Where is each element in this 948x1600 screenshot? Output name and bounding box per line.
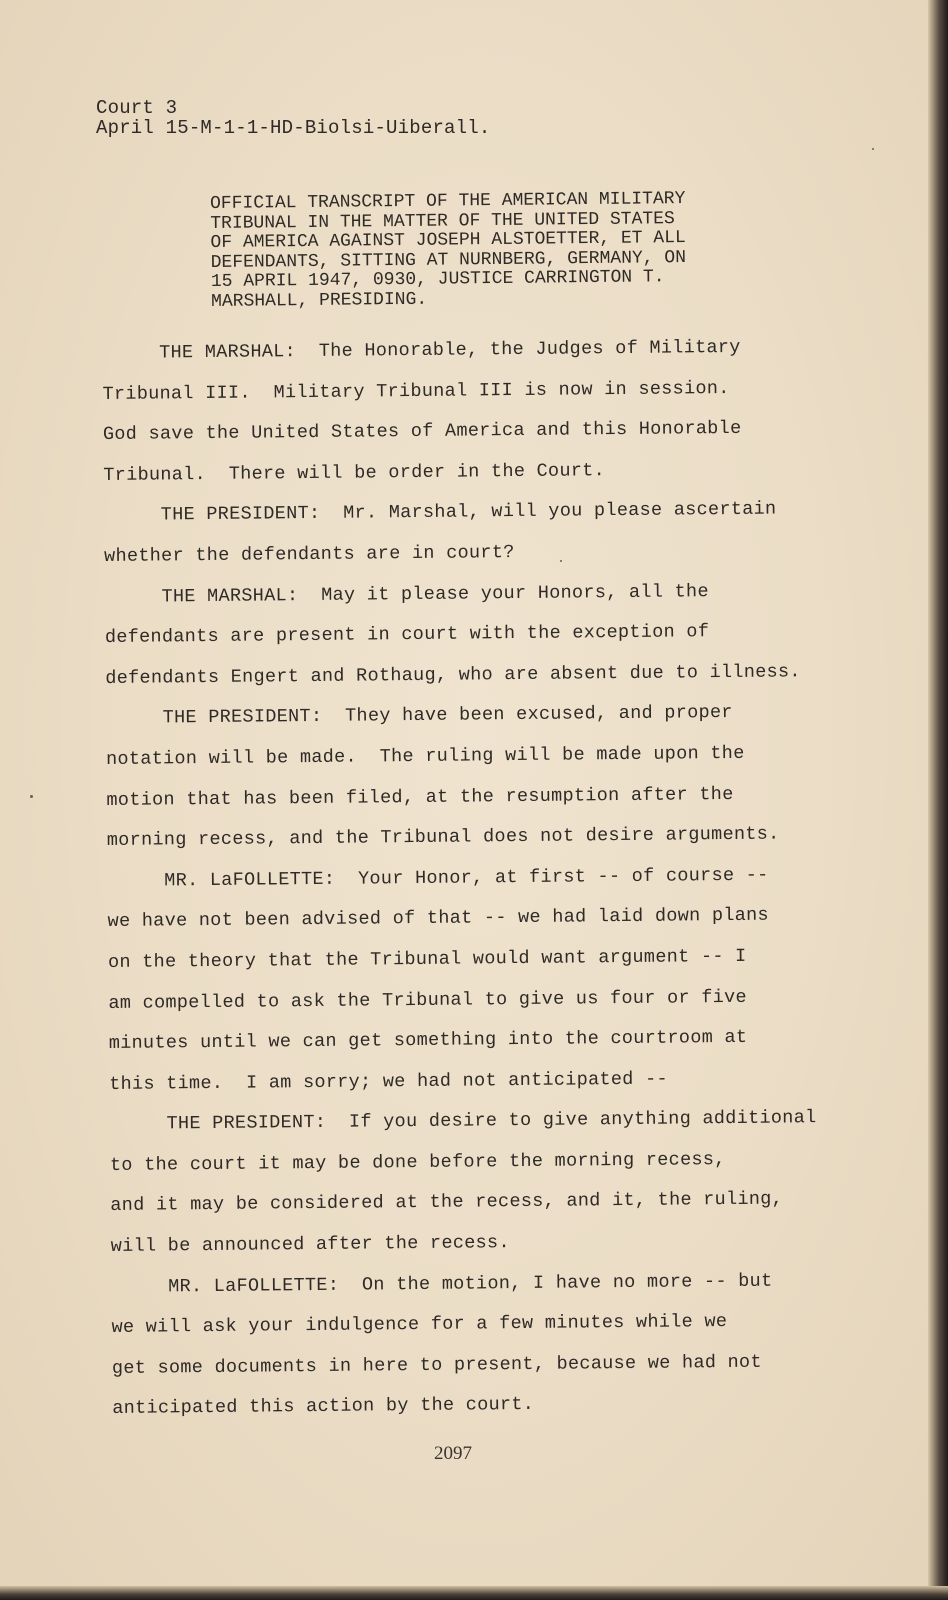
transcript-line: notation will be made. The ruling will be made upon the xyxy=(105,742,745,770)
transcript-line: THE PRESIDENT: They have been excused, and proper xyxy=(105,702,733,730)
court-label: Court 3 xyxy=(96,97,178,119)
title-line: OF AMERICA AGAINST JOSEPH ALSTOETTER, ET ALL xyxy=(210,228,686,253)
transcript-line: motion that has been filed, at the resumption after the xyxy=(106,783,734,811)
title-line: TRIBUNAL IN THE MATTER OF THE UNITED STATES xyxy=(210,208,675,234)
transcript-line: MR. LaFOLLETTE: On the motion, I have no more -- but xyxy=(111,1270,773,1298)
title-line: 15 APRIL 1947, 0930, JUSTICE CARRINGTON T. xyxy=(210,267,665,292)
transcript-line: will be announced after the recess. xyxy=(110,1232,510,1258)
transcript-line: THE PRESIDENT: If you desire to give anything additional xyxy=(109,1107,817,1136)
transcript-line: we will ask your indulgence for a few minutes while we xyxy=(111,1311,728,1339)
transcript-line: THE MARSHAL: The Honorable, the Judges of Military xyxy=(102,336,741,364)
page-edge-shadow xyxy=(928,0,948,1600)
transcript-line: defendants Engert and Rothaug, who are absent due to illness. xyxy=(105,661,801,689)
transcript-line: am compelled to ask the Tribunal to give us four or five xyxy=(108,986,748,1014)
transcript-line: get some documents in here to present, because we had not xyxy=(111,1351,762,1379)
title-line: OFFICIAL TRANSCRIPT OF THE AMERICAN MILITARY xyxy=(209,189,686,214)
page-number: 2097 xyxy=(434,1443,472,1464)
transcript-line: minutes until we can get something into the courtroom at xyxy=(108,1026,748,1055)
transcript-line: this time. I am sorry; we had not anticipated -- xyxy=(109,1068,668,1095)
title-line: MARSHALL, PRESIDING. xyxy=(211,289,428,312)
transcript-line: we have not been advised of that -- we had laid down plans xyxy=(107,904,770,933)
paper-speck xyxy=(560,560,562,562)
paper-speck xyxy=(30,795,33,798)
transcript-line: THE MARSHAL: May it please your Honors, all the xyxy=(104,580,709,608)
transcript-body xyxy=(102,327,872,1430)
title-line: DEFENDANTS, SITTING AT NURNBERG, GERMANY, ON xyxy=(210,247,687,273)
transcript-line: whether the defendants are in court? xyxy=(104,542,515,567)
transcript-line: Tribunal. There will be order in the Court. xyxy=(103,459,606,486)
transcript-line: to the court it may be done before the morning recess, xyxy=(109,1148,726,1176)
session-code: April 15-M-1-1-HD-Biolsi-Uiberall. xyxy=(96,117,491,139)
page-edge-shadow xyxy=(0,1586,948,1600)
transcript-line: MR. LaFOLLETTE: Your Honor, at first -- of course -- xyxy=(107,864,769,892)
transcript-line: THE PRESIDENT: Mr. Marshal, will you please ascertain xyxy=(103,498,777,527)
transcript-line: God save the United States of America and this Honorable xyxy=(102,418,742,446)
paper-speck xyxy=(872,148,874,150)
page-header xyxy=(96,98,490,138)
transcript-line: and it may be considered at the recess, and it, the ruling, xyxy=(110,1188,784,1217)
transcript-line: anticipated this action by the court. xyxy=(112,1394,535,1420)
transcript-line: Tribunal III. Military Tribunal III is now in session. xyxy=(102,377,730,405)
transcript-line: on the theory that the Tribunal would want argument -- I xyxy=(107,945,747,973)
transcript-line: morning recess, and the Tribunal does not desire arguments. xyxy=(106,823,780,852)
transcript-line: defendants are present in court with the exception of xyxy=(104,621,710,649)
transcript-title-block xyxy=(210,189,751,312)
